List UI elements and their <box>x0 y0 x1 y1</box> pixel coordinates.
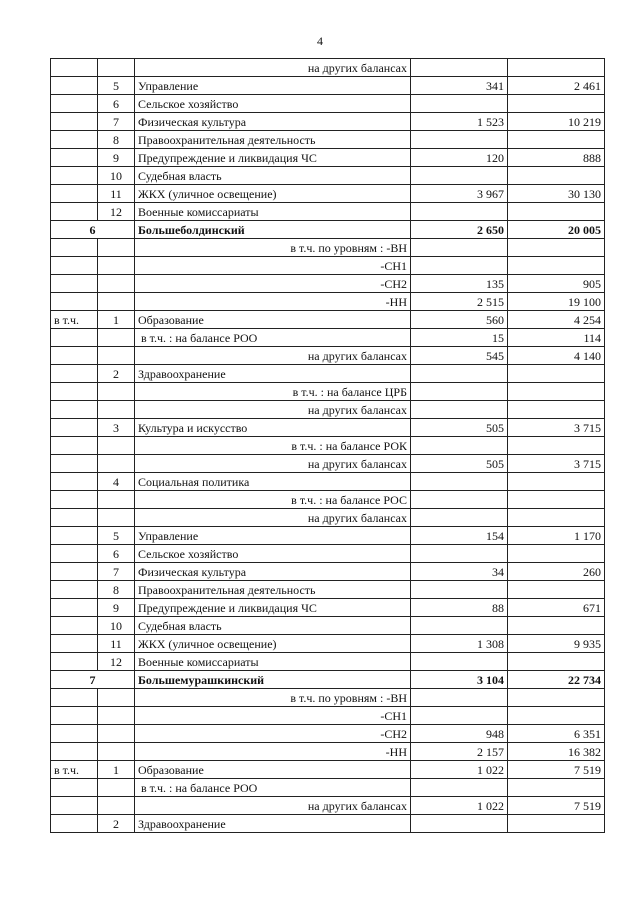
item-number: 10 <box>98 167 135 185</box>
table-row <box>51 743 605 761</box>
value-col-1: 34 <box>411 563 508 581</box>
value-col-1 <box>411 59 508 77</box>
value-col-1 <box>411 491 508 509</box>
item-number <box>98 329 135 347</box>
value-col-1: 948 <box>411 725 508 743</box>
table-row <box>51 329 605 347</box>
value-col-2 <box>508 437 605 455</box>
value-col-2 <box>508 545 605 563</box>
item-number <box>98 509 135 527</box>
sub-label: в т.ч. : на балансе РОО <box>135 779 411 797</box>
item-number <box>98 743 135 761</box>
value-col-2: 671 <box>508 599 605 617</box>
value-col-1 <box>411 167 508 185</box>
table-row <box>51 473 605 491</box>
sub-label: -СН2 <box>135 725 411 743</box>
value-col-1: 2 157 <box>411 743 508 761</box>
row-prefix <box>51 509 98 527</box>
sub-label: в т.ч. : на балансе РОК <box>135 437 411 455</box>
row-prefix <box>51 293 98 311</box>
row-prefix <box>51 275 98 293</box>
item-number: 10 <box>98 617 135 635</box>
item-number: 6 <box>98 95 135 113</box>
table-row <box>51 455 605 473</box>
value-col-1 <box>411 95 508 113</box>
value-col-2: 3 715 <box>508 419 605 437</box>
value-col-2: 3 715 <box>508 455 605 473</box>
sub-label: на других балансах <box>135 455 411 473</box>
item-label: Социальная политика <box>135 473 411 491</box>
value-col-1: 1 308 <box>411 635 508 653</box>
value-col-1 <box>411 131 508 149</box>
table-row <box>51 725 605 743</box>
item-number: 2 <box>98 815 135 833</box>
sub-label: на других балансах <box>135 797 411 815</box>
item-number: 7 <box>98 113 135 131</box>
table-row <box>51 527 605 545</box>
value-col-2 <box>508 167 605 185</box>
value-col-2: 16 382 <box>508 743 605 761</box>
row-prefix <box>51 563 98 581</box>
item-label: Образование <box>135 761 411 779</box>
value-col-1: 505 <box>411 455 508 473</box>
item-number: 1 <box>98 761 135 779</box>
item-number <box>98 455 135 473</box>
value-col-1: 560 <box>411 311 508 329</box>
item-label: Военные комиссариаты <box>135 203 411 221</box>
sub-label: на других балансах <box>135 401 411 419</box>
value-col-1 <box>411 653 508 671</box>
sub-label: -СН1 <box>135 707 411 725</box>
item-number <box>98 689 135 707</box>
table-row <box>51 257 605 275</box>
table-row <box>51 131 605 149</box>
row-prefix <box>51 59 98 77</box>
table-row <box>51 347 605 365</box>
row-prefix <box>51 707 98 725</box>
value-col-2: 2 461 <box>508 77 605 95</box>
value-col-1: 88 <box>411 599 508 617</box>
row-prefix <box>51 167 98 185</box>
table-row <box>51 689 605 707</box>
item-number <box>98 239 135 257</box>
row-prefix <box>51 185 98 203</box>
value-col-1 <box>411 581 508 599</box>
value-col-1: 545 <box>411 347 508 365</box>
item-label: ЖКХ (уличное освещение) <box>135 635 411 653</box>
row-prefix <box>51 581 98 599</box>
table-row <box>51 275 605 293</box>
row-prefix <box>51 95 98 113</box>
district-name: Большеболдинский <box>135 221 411 239</box>
item-number: 1 <box>98 311 135 329</box>
table-row <box>51 95 605 113</box>
row-prefix <box>51 815 98 833</box>
row-prefix <box>51 239 98 257</box>
row-prefix <box>51 617 98 635</box>
value-col-1 <box>411 509 508 527</box>
table-row <box>51 113 605 131</box>
row-prefix <box>51 689 98 707</box>
sub-label: -СН2 <box>135 275 411 293</box>
item-number <box>98 257 135 275</box>
table-row <box>51 311 605 329</box>
sub-label: в т.ч. по уровням : -ВН <box>135 239 411 257</box>
value-col-1 <box>411 365 508 383</box>
item-label: Управление <box>135 77 411 95</box>
value-col-2: 30 130 <box>508 185 605 203</box>
item-number <box>98 797 135 815</box>
value-col-1 <box>411 815 508 833</box>
value-col-2: 905 <box>508 275 605 293</box>
item-label: Правоохранительная деятельность <box>135 581 411 599</box>
item-label: Здравоохранение <box>135 815 411 833</box>
item-number: 9 <box>98 599 135 617</box>
value-col-2: 10 219 <box>508 113 605 131</box>
value-col-1 <box>411 239 508 257</box>
value-col-2 <box>508 707 605 725</box>
row-prefix <box>51 347 98 365</box>
item-number <box>98 491 135 509</box>
sub-label: -СН1 <box>135 257 411 275</box>
district-row <box>51 221 605 239</box>
value-col-1: 3 104 <box>411 671 508 689</box>
value-col-2 <box>508 401 605 419</box>
value-col-2: 19 100 <box>508 293 605 311</box>
item-number: 8 <box>98 131 135 149</box>
table-row <box>51 563 605 581</box>
row-prefix <box>51 491 98 509</box>
row-prefix <box>51 437 98 455</box>
row-prefix <box>51 203 98 221</box>
row-prefix: в т.ч. <box>51 311 98 329</box>
item-number <box>98 401 135 419</box>
item-number: 11 <box>98 185 135 203</box>
row-prefix <box>51 797 98 815</box>
sub-label: на других балансах <box>135 347 411 365</box>
row-prefix <box>51 419 98 437</box>
value-col-1 <box>411 689 508 707</box>
table-row <box>51 185 605 203</box>
sub-label: в т.ч. : на балансе ЦРБ <box>135 383 411 401</box>
value-col-2 <box>508 203 605 221</box>
table-row <box>51 239 605 257</box>
sub-label: -НН <box>135 293 411 311</box>
item-label: Здравоохранение <box>135 365 411 383</box>
value-col-2 <box>508 617 605 635</box>
item-number: 4 <box>98 473 135 491</box>
row-prefix <box>51 743 98 761</box>
page-number: 4 <box>317 34 323 48</box>
item-number: 9 <box>98 149 135 167</box>
item-number <box>98 779 135 797</box>
value-col-1: 1 022 <box>411 761 508 779</box>
table-row <box>51 419 605 437</box>
table-row <box>51 149 605 167</box>
row-prefix <box>51 599 98 617</box>
district-number: 6 <box>51 221 135 239</box>
value-col-1: 120 <box>411 149 508 167</box>
row-prefix <box>51 455 98 473</box>
table-row <box>51 491 605 509</box>
row-prefix <box>51 149 98 167</box>
sub-label: в т.ч. : на балансе РОС <box>135 491 411 509</box>
table-row <box>51 653 605 671</box>
value-col-2: 4 140 <box>508 347 605 365</box>
value-col-1: 1 022 <box>411 797 508 815</box>
table-row <box>51 59 605 77</box>
value-col-1: 3 967 <box>411 185 508 203</box>
item-number: 2 <box>98 365 135 383</box>
value-col-1: 2 515 <box>411 293 508 311</box>
table-row <box>51 509 605 527</box>
value-col-2 <box>508 131 605 149</box>
item-number: 12 <box>98 653 135 671</box>
value-col-2 <box>508 383 605 401</box>
item-label: Образование <box>135 311 411 329</box>
report-table-body <box>51 59 605 833</box>
value-col-2 <box>508 365 605 383</box>
item-label: Предупреждение и ликвидация ЧС <box>135 599 411 617</box>
table-row <box>51 779 605 797</box>
item-label: Военные комиссариаты <box>135 653 411 671</box>
value-col-1 <box>411 617 508 635</box>
row-prefix <box>51 635 98 653</box>
value-col-2: 114 <box>508 329 605 347</box>
table-row <box>51 815 605 833</box>
table-row <box>51 545 605 563</box>
row-prefix <box>51 365 98 383</box>
sub-label: -НН <box>135 743 411 761</box>
item-label: Судебная власть <box>135 617 411 635</box>
table-row <box>51 293 605 311</box>
value-col-1 <box>411 437 508 455</box>
value-col-1: 15 <box>411 329 508 347</box>
sub-label: в т.ч. по уровням : -ВН <box>135 689 411 707</box>
item-label: Сельское хозяйство <box>135 95 411 113</box>
item-label: Культура и искусство <box>135 419 411 437</box>
table-row <box>51 617 605 635</box>
table-row <box>51 635 605 653</box>
value-col-2 <box>508 779 605 797</box>
table-row <box>51 581 605 599</box>
item-number <box>98 725 135 743</box>
table-row <box>51 203 605 221</box>
table-row <box>51 401 605 419</box>
value-col-2: 7 519 <box>508 761 605 779</box>
item-label: Судебная власть <box>135 167 411 185</box>
item-label: ЖКХ (уличное освещение) <box>135 185 411 203</box>
value-col-2: 20 005 <box>508 221 605 239</box>
table-row <box>51 437 605 455</box>
item-number: 11 <box>98 635 135 653</box>
value-col-1: 2 650 <box>411 221 508 239</box>
value-col-2: 7 519 <box>508 797 605 815</box>
value-col-2: 22 734 <box>508 671 605 689</box>
value-col-1: 341 <box>411 77 508 95</box>
value-col-1 <box>411 203 508 221</box>
item-label: Физическая культура <box>135 113 411 131</box>
item-number <box>98 347 135 365</box>
item-number <box>98 275 135 293</box>
item-number <box>98 437 135 455</box>
item-number: 7 <box>98 563 135 581</box>
item-number: 3 <box>98 419 135 437</box>
value-col-2: 260 <box>508 563 605 581</box>
value-col-2 <box>508 491 605 509</box>
value-col-1 <box>411 257 508 275</box>
value-col-2 <box>508 473 605 491</box>
value-col-1: 1 523 <box>411 113 508 131</box>
row-prefix <box>51 653 98 671</box>
item-number <box>98 707 135 725</box>
value-col-1: 154 <box>411 527 508 545</box>
district-number: 7 <box>51 671 135 689</box>
value-col-2: 888 <box>508 149 605 167</box>
item-label: Сельское хозяйство <box>135 545 411 563</box>
value-col-1 <box>411 779 508 797</box>
item-number: 6 <box>98 545 135 563</box>
item-label: Предупреждение и ликвидация ЧС <box>135 149 411 167</box>
table-row <box>51 761 605 779</box>
value-col-2 <box>508 581 605 599</box>
row-prefix <box>51 527 98 545</box>
table-row <box>51 707 605 725</box>
district-row <box>51 671 605 689</box>
value-col-2 <box>508 653 605 671</box>
sub-label: на других балансах <box>135 509 411 527</box>
value-col-2 <box>508 239 605 257</box>
district-name: Большемурашкинский <box>135 671 411 689</box>
table-row <box>51 797 605 815</box>
value-col-2 <box>508 257 605 275</box>
row-prefix <box>51 329 98 347</box>
row-prefix <box>51 383 98 401</box>
value-col-1 <box>411 473 508 491</box>
sub-label: в т.ч. : на балансе РОО <box>135 329 411 347</box>
value-col-2: 6 351 <box>508 725 605 743</box>
item-number: 12 <box>98 203 135 221</box>
value-col-2 <box>508 509 605 527</box>
row-prefix <box>51 257 98 275</box>
item-number <box>98 293 135 311</box>
table-row <box>51 365 605 383</box>
value-col-2 <box>508 95 605 113</box>
row-prefix <box>51 113 98 131</box>
report-table <box>50 58 605 833</box>
table-row <box>51 167 605 185</box>
value-col-1 <box>411 707 508 725</box>
row-prefix <box>51 473 98 491</box>
table-row <box>51 383 605 401</box>
item-label: Управление <box>135 527 411 545</box>
item-number: 5 <box>98 77 135 95</box>
sub-label: на других балансах <box>135 59 411 77</box>
table-row <box>51 599 605 617</box>
item-number <box>98 59 135 77</box>
row-prefix <box>51 545 98 563</box>
row-prefix <box>51 131 98 149</box>
value-col-2 <box>508 815 605 833</box>
item-label: Правоохранительная деятельность <box>135 131 411 149</box>
value-col-2 <box>508 689 605 707</box>
value-col-1 <box>411 383 508 401</box>
row-prefix <box>51 77 98 95</box>
value-col-2: 4 254 <box>508 311 605 329</box>
item-number: 8 <box>98 581 135 599</box>
value-col-1 <box>411 401 508 419</box>
value-col-1: 505 <box>411 419 508 437</box>
item-label: Физическая культура <box>135 563 411 581</box>
value-col-2: 1 170 <box>508 527 605 545</box>
row-prefix: в т.ч. <box>51 761 98 779</box>
value-col-1 <box>411 545 508 563</box>
item-number <box>98 383 135 401</box>
table-row <box>51 77 605 95</box>
row-prefix <box>51 401 98 419</box>
row-prefix <box>51 779 98 797</box>
row-prefix <box>51 725 98 743</box>
value-col-2 <box>508 59 605 77</box>
item-number: 5 <box>98 527 135 545</box>
value-col-1: 135 <box>411 275 508 293</box>
value-col-2: 9 935 <box>508 635 605 653</box>
